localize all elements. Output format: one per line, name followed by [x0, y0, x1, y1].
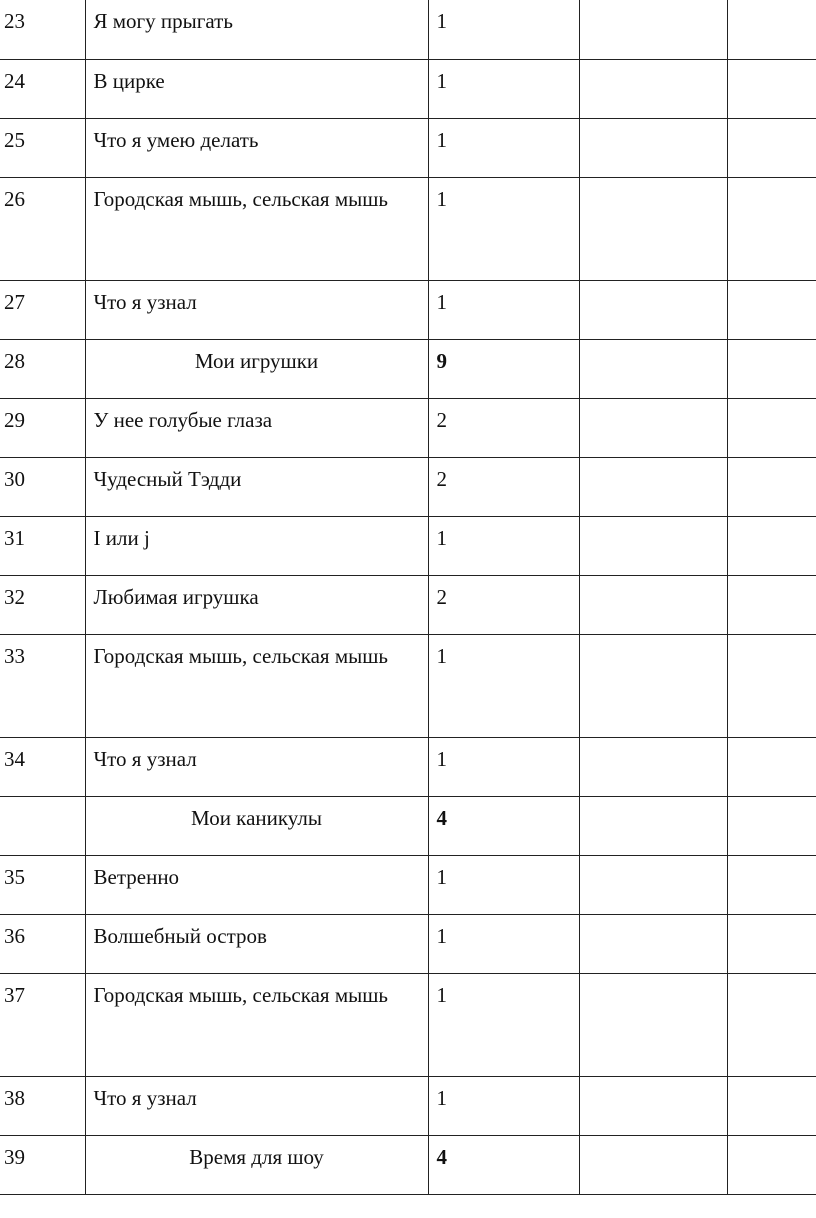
empty-cell [727, 634, 816, 737]
lesson-number: 37 [0, 973, 85, 1076]
empty-cell [579, 280, 727, 339]
empty-cell [579, 59, 727, 118]
lesson-topic: I или j [85, 516, 428, 575]
section-title: Мои игрушки [85, 339, 428, 398]
lesson-number: 28 [0, 339, 85, 398]
lesson-number [0, 796, 85, 855]
empty-cell [727, 914, 816, 973]
lesson-number: 33 [0, 634, 85, 737]
table-row [0, 575, 816, 634]
empty-cell [727, 737, 816, 796]
lesson-hours: 1 [428, 737, 579, 796]
empty-cell [579, 0, 727, 59]
lesson-hours: 1 [428, 634, 579, 737]
lesson-number: 32 [0, 575, 85, 634]
empty-cell [579, 339, 727, 398]
lesson-topic: Чудесный Тэдди [85, 457, 428, 516]
lesson-topic: Ветренно [85, 855, 428, 914]
table-row [0, 516, 816, 575]
empty-cell [579, 737, 727, 796]
empty-cell [727, 0, 816, 59]
lesson-topic: Я могу прыгать [85, 0, 428, 59]
lesson-number: 39 [0, 1135, 85, 1194]
lesson-hours: 1 [428, 118, 579, 177]
section-title: Мои каникулы [85, 796, 428, 855]
lesson-topic: Любимая игрушка [85, 575, 428, 634]
lesson-number: 30 [0, 457, 85, 516]
empty-cell [579, 457, 727, 516]
lesson-topic: Городская мышь, сельская мышь [85, 177, 428, 280]
lesson-number: 24 [0, 59, 85, 118]
table-row [0, 634, 816, 737]
empty-cell [727, 1076, 816, 1135]
table-row [0, 59, 816, 118]
lesson-hours: 1 [428, 59, 579, 118]
empty-cell [579, 177, 727, 280]
table-row [0, 0, 816, 59]
lesson-number: 29 [0, 398, 85, 457]
empty-cell [579, 973, 727, 1076]
empty-cell [727, 796, 816, 855]
table-row [0, 280, 816, 339]
empty-cell [727, 339, 816, 398]
empty-cell [579, 398, 727, 457]
section-hours: 4 [428, 796, 579, 855]
section-hours: 4 [428, 1135, 579, 1194]
empty-cell [727, 398, 816, 457]
lesson-hours: 1 [428, 855, 579, 914]
section-row [0, 796, 816, 855]
lesson-number: 26 [0, 177, 85, 280]
lesson-topic: Волшебный остров [85, 914, 428, 973]
lesson-topic: Городская мышь, сельская мышь [85, 973, 428, 1076]
section-row [0, 1135, 816, 1194]
empty-cell [727, 1135, 816, 1194]
table-row [0, 118, 816, 177]
lesson-topic: Что я узнал [85, 280, 428, 339]
empty-cell [579, 1076, 727, 1135]
empty-cell [727, 973, 816, 1076]
lesson-number: 34 [0, 737, 85, 796]
lesson-hours: 1 [428, 516, 579, 575]
lesson-number: 25 [0, 118, 85, 177]
empty-cell [579, 516, 727, 575]
empty-cell [579, 914, 727, 973]
lesson-number: 23 [0, 0, 85, 59]
lesson-topic: Городская мышь, сельская мышь [85, 634, 428, 737]
lesson-number: 35 [0, 855, 85, 914]
lesson-hours: 2 [428, 398, 579, 457]
empty-cell [579, 118, 727, 177]
empty-cell [579, 1135, 727, 1194]
lesson-hours: 2 [428, 575, 579, 634]
table-row [0, 177, 816, 280]
lesson-number: 36 [0, 914, 85, 973]
lesson-hours: 1 [428, 0, 579, 59]
lesson-topic: Что я узнал [85, 1076, 428, 1135]
table-row [0, 1076, 816, 1135]
lesson-hours: 2 [428, 457, 579, 516]
table-row [0, 855, 816, 914]
lesson-hours: 1 [428, 280, 579, 339]
lesson-topic: Что я умею делать [85, 118, 428, 177]
empty-cell [727, 177, 816, 280]
section-hours: 9 [428, 339, 579, 398]
table-row [0, 457, 816, 516]
lesson-number: 38 [0, 1076, 85, 1135]
empty-cell [579, 796, 727, 855]
empty-cell [727, 59, 816, 118]
table-row [0, 914, 816, 973]
empty-cell [727, 280, 816, 339]
lesson-topic: Что я узнал [85, 737, 428, 796]
empty-cell [579, 855, 727, 914]
empty-cell [579, 575, 727, 634]
empty-cell [727, 855, 816, 914]
lesson-hours: 1 [428, 1076, 579, 1135]
lesson-topic: В цирке [85, 59, 428, 118]
section-title: Время для шоу [85, 1135, 428, 1194]
empty-cell [727, 457, 816, 516]
table-row [0, 973, 816, 1076]
empty-cell [727, 575, 816, 634]
lesson-number: 31 [0, 516, 85, 575]
lesson-topic: У нее голубые глаза [85, 398, 428, 457]
section-row [0, 339, 816, 398]
lesson-number: 27 [0, 280, 85, 339]
lesson-hours: 1 [428, 177, 579, 280]
table-row [0, 398, 816, 457]
table-row [0, 737, 816, 796]
empty-cell [727, 118, 816, 177]
empty-cell [727, 516, 816, 575]
lesson-hours: 1 [428, 914, 579, 973]
lesson-hours: 1 [428, 973, 579, 1076]
empty-cell [579, 634, 727, 737]
